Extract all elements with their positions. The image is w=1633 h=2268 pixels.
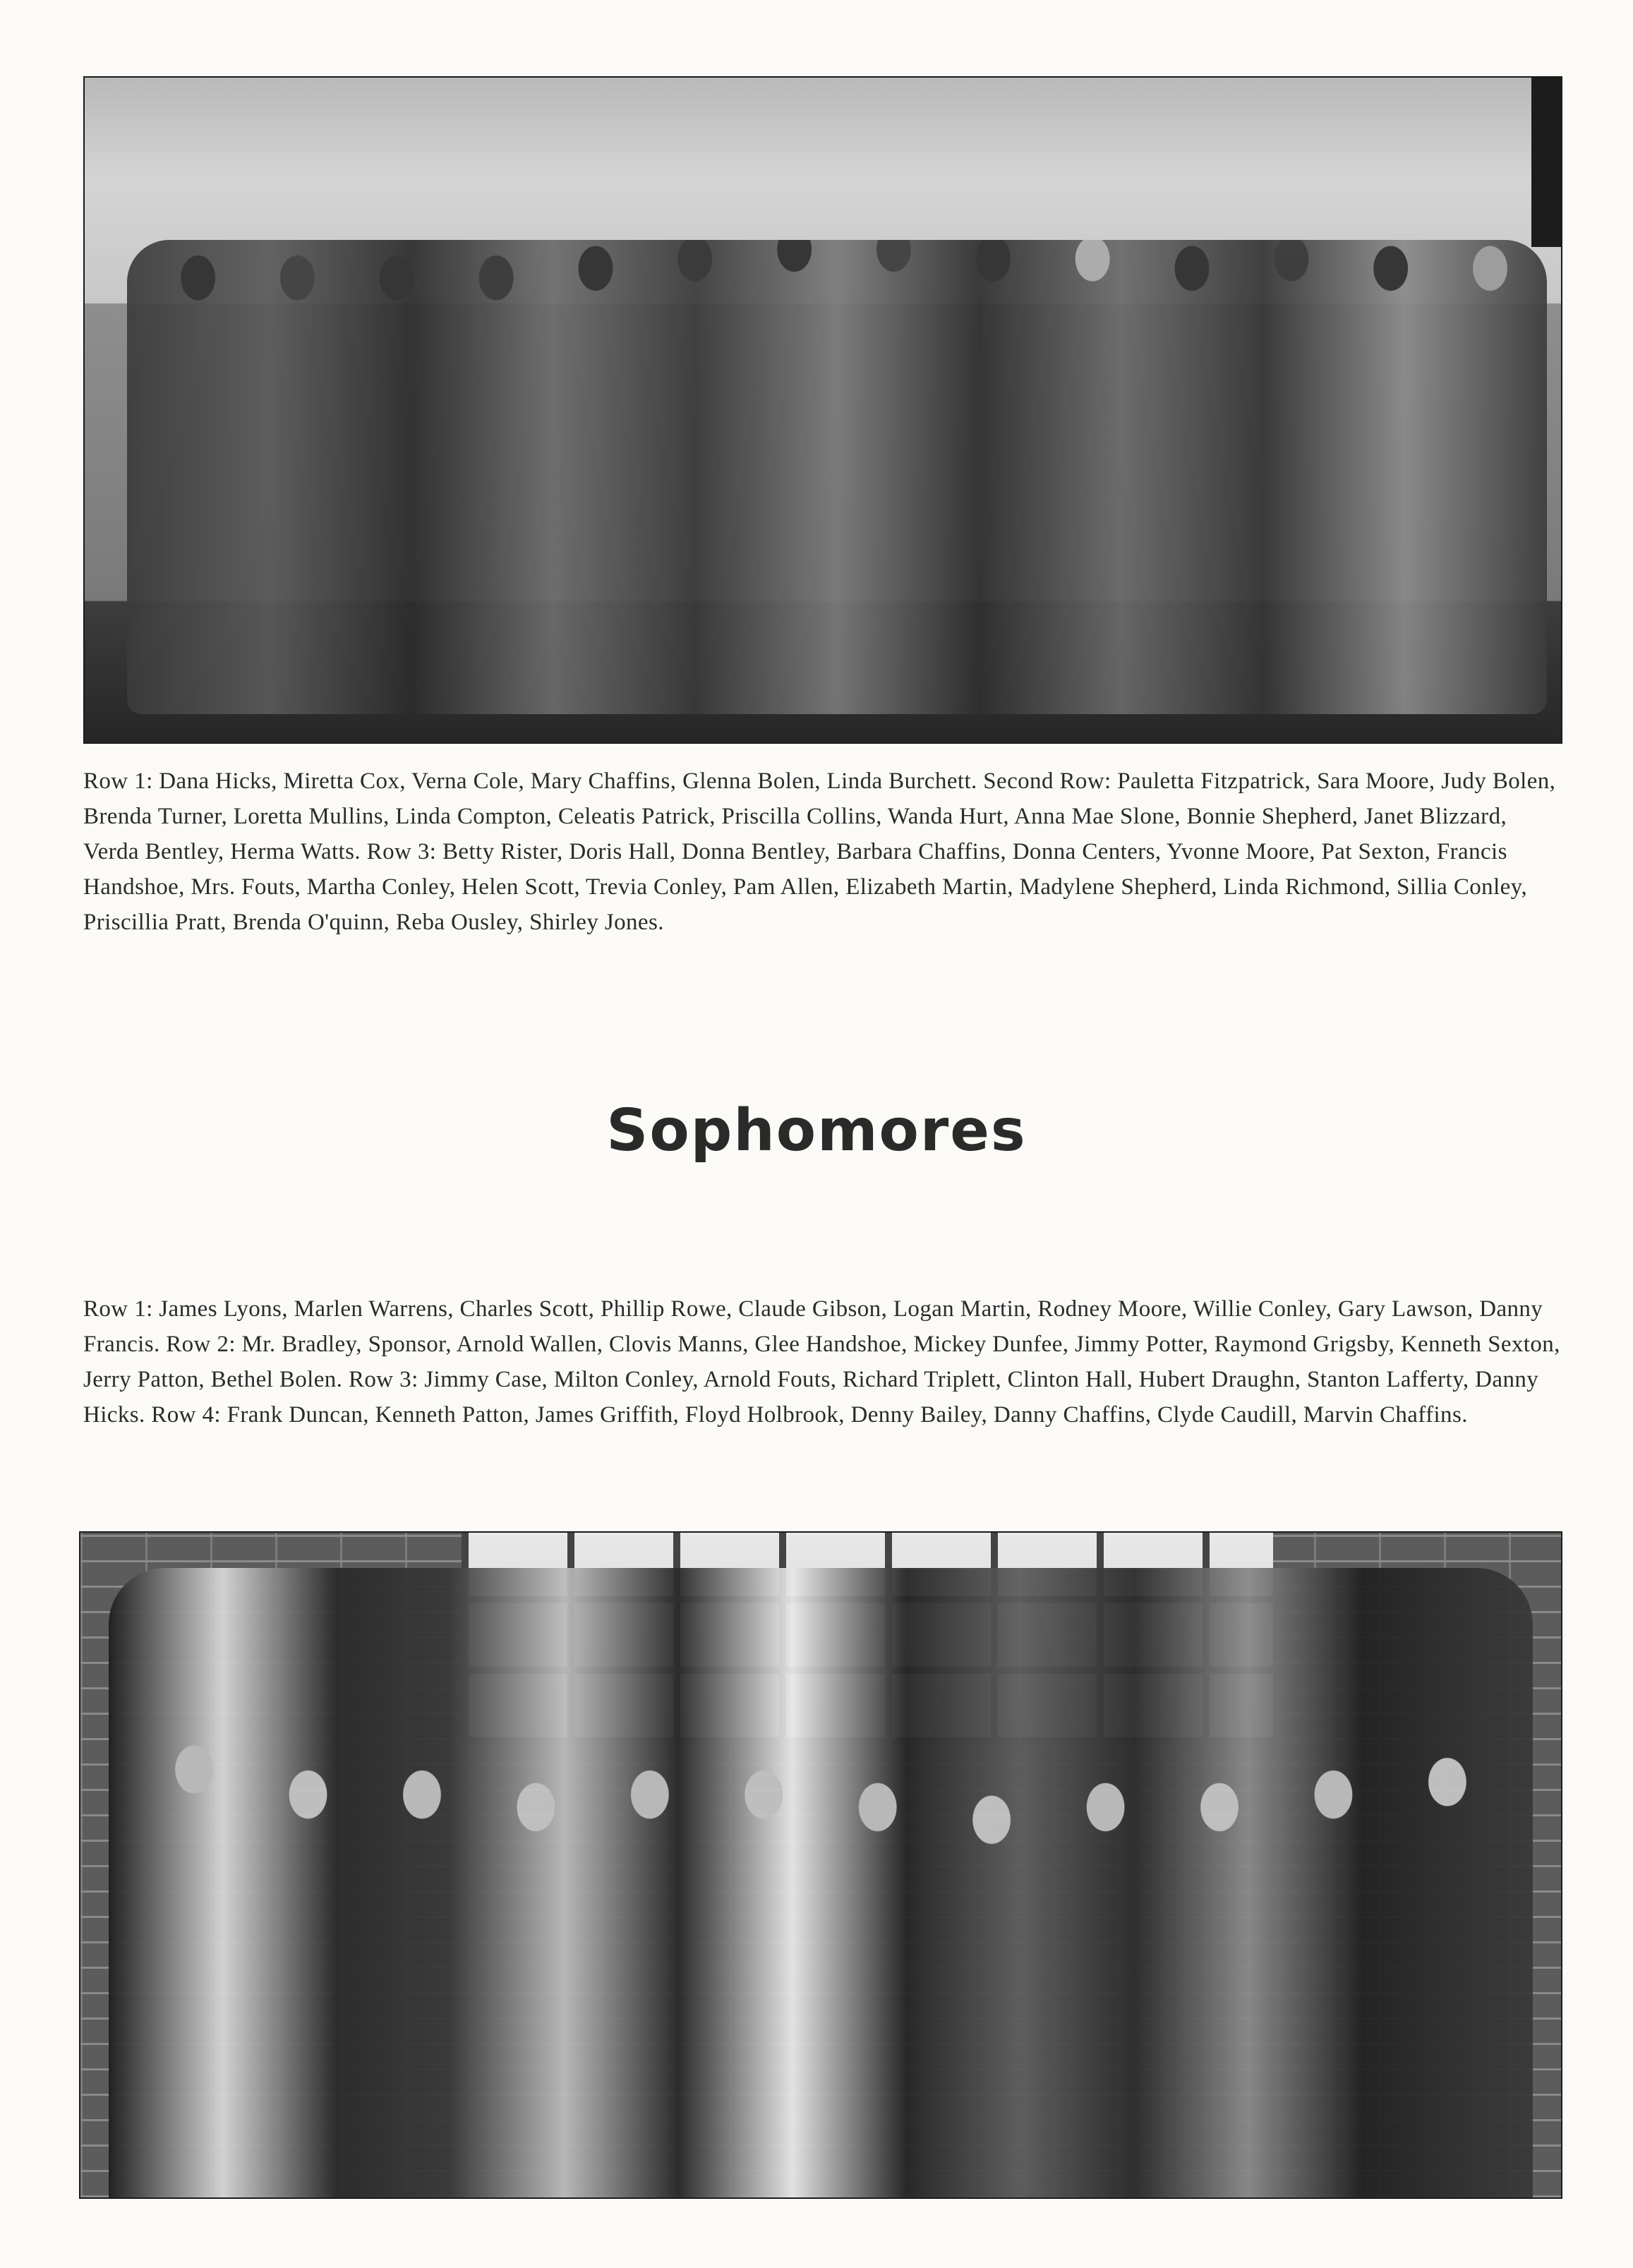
photo-door-post: [1531, 78, 1561, 247]
girls-photo-caption: Row 1: Dana Hicks, Miretta Cox, Verna Cole, Mary Chaffins, Glenna Bolen, Linda Burchett. Second Row: Pauletta Fitzpatrick, Sara Moore, Judy Bolen, Brenda Turner, Loretta Mullins, Linda Compton, Celeatis Patrick, Priscilla Collins, Wanda Hurt, Anna Mae Slone, Bonnie Shepherd, Janet Blizzard, Verda Bentley, Herma Watts. Row 3: Betty Rister, Doris Hall, Donna Bentley, Barbara Chaffins, Donna Centers, Yvonne Moore, Pat Sexton, Francis Handshoe, Mrs. Fouts, Martha Conley, Helen Scott, Trevia Conley, Pam Allen, Elizabeth Martin, Madylene Shepherd, Linda Richmond, Sillia Conley, Priscillia Pratt, Brenda O'quinn, Reba Ousley, Shirley Jones.: [83, 768, 1556, 935]
boys-group-photo: [79, 1531, 1562, 2199]
boys-photo-caption: Row 1: James Lyons, Marlen Warrens, Charles Scott, Phillip Rowe, Claude Gibson, Logan Martin, Rodney Moore, Willie Conley, Gary Lawson, Danny Francis. Row 2: Mr. Bradley, Sponsor, Arnold Wallen, Clovis Manns, Glee Handshoe, Mickey Dunfee, Jimmy Potter, Raymond Grigsby, Kenneth Sexton, Jerry Patton, Bethel Bolen. Row 3: Jimmy Case, Milton Conley, Arnold Fouts, Richard Triplett, Clinton Hall, Hubert Draughn, Stanton Lafferty, Danny Hicks. Row 4: Frank Duncan, Kenneth Patton, James Griffith, Floyd Holbrook, Denny Bailey, Danny Chaffins, Clyde Caudill, Marvin Chaffins.: [83, 1296, 1560, 1428]
girls-group-photo: [83, 76, 1562, 744]
photo-people-group: [109, 1568, 1533, 2197]
section-title: Sophomores: [606, 1097, 1027, 1164]
photo-people-group: [127, 240, 1547, 714]
